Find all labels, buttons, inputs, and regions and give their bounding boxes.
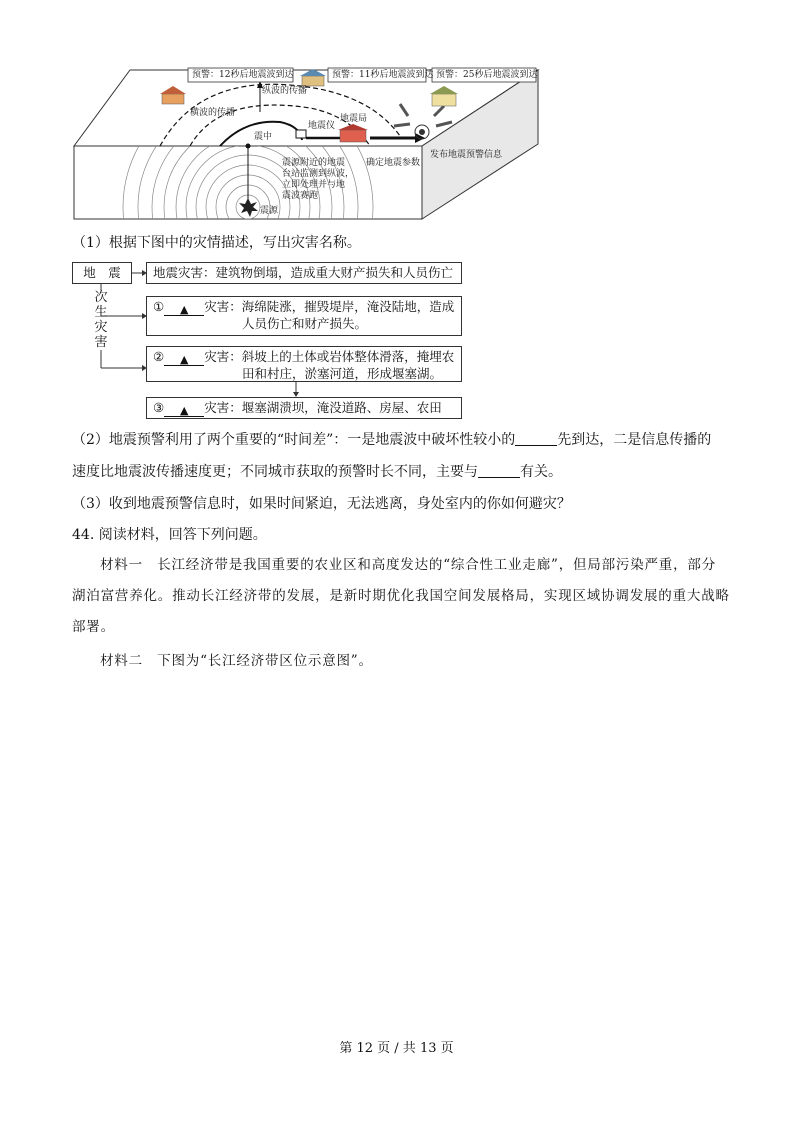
disaster-chain-diagram (72, 262, 464, 422)
answer-blank[interactable]: ▲ (164, 402, 204, 417)
material-2: 材料二 下图为“长江经济带区位示意图”。 (100, 653, 373, 669)
epicenter-label: 震中 (254, 132, 273, 142)
seismograph-icon (296, 130, 306, 138)
question-2-line-1: （2）地震预警利用了两个重要的“时间差”：一是地震波中破坏性较小的 先到达，二是信息传播的 (72, 432, 712, 448)
disaster-box-2: ② ▲ 灾害：斜坡上的土体或岩体整体滑落，掩埋农 田和村庄，淤塞河道，形成堰塞湖。 (146, 346, 462, 382)
publish-label: 发布地震预警信息 (430, 150, 503, 160)
focus-label: 震源 (260, 206, 279, 216)
earthquake-box: 地 震 (72, 262, 132, 284)
material-1-line-2: 湖泊富营养化。推动长江经济带的发展，是新时期优化我国空间发展格局，实现区域协调发展的重大战略 (72, 588, 730, 604)
question-3: （3）收到地震预警信息时，如果时间紧迫，无法逃离，身处室内的你如何避灾？ (72, 496, 571, 512)
detect-note: 震源附近的地震 台站监测到纵波， 立即处理并与地 震波赛跑 (282, 158, 355, 201)
material-1-line-3: 部署。 (72, 619, 115, 635)
question-2-line-2: 速度比地震波传播速度更；不同城市获取的预警时长不同，主要与 有关。 (72, 464, 562, 480)
p-wave-label: 纵波的传播 (262, 86, 308, 96)
question-1: （1）根据下图中的灾情描述，写出灾害名称。 (72, 235, 361, 251)
s-wave-label: 横波的传播 (190, 108, 236, 118)
material-1-line-1: 材料一 长江经济带是我国重要的农业区和高度发达的“综合性工业走廊”，但局部污染严重，部分 (100, 557, 717, 573)
disaster-box-1: ① ▲ 灾害：海绵陡涨，摧毁堤岸，淹没陆地，造成 人员伤亡和财产损失。 (146, 296, 462, 336)
warning-label: 预警：12秒后地震波到达 (192, 70, 294, 80)
answer-blank[interactable]: ▲ (164, 301, 204, 316)
params-label: 确定地震参数 (366, 158, 421, 168)
disaster-box-3: ③ ▲ 灾害：堰塞湖溃坝，淹没道路、房屋、农田 (146, 397, 462, 419)
answer-blank[interactable]: ▲ (164, 351, 204, 366)
question-44-title: 44. 阅读材料，回答下列问题。 (72, 527, 267, 543)
seismograph-label: 地震仪 (308, 121, 336, 131)
warning-label: 预警：11秒后地震波到达 (332, 70, 434, 80)
answer-blank[interactable] (515, 431, 557, 446)
answer-blank[interactable] (478, 463, 520, 478)
bureau-label: 地震局 (340, 114, 368, 124)
main-disaster-box: 地震灾害：建筑物倒塌，造成重大财产损失和人员伤亡 (146, 262, 462, 284)
warning-label: 预警：25秒后地震波到达 (436, 70, 538, 80)
earthquake-warning-diagram (70, 64, 540, 224)
page-footer: 第 12 页 / 共 13 页 (339, 1041, 454, 1056)
secondary-disaster-label: 次 生 灾 害 (94, 290, 108, 350)
